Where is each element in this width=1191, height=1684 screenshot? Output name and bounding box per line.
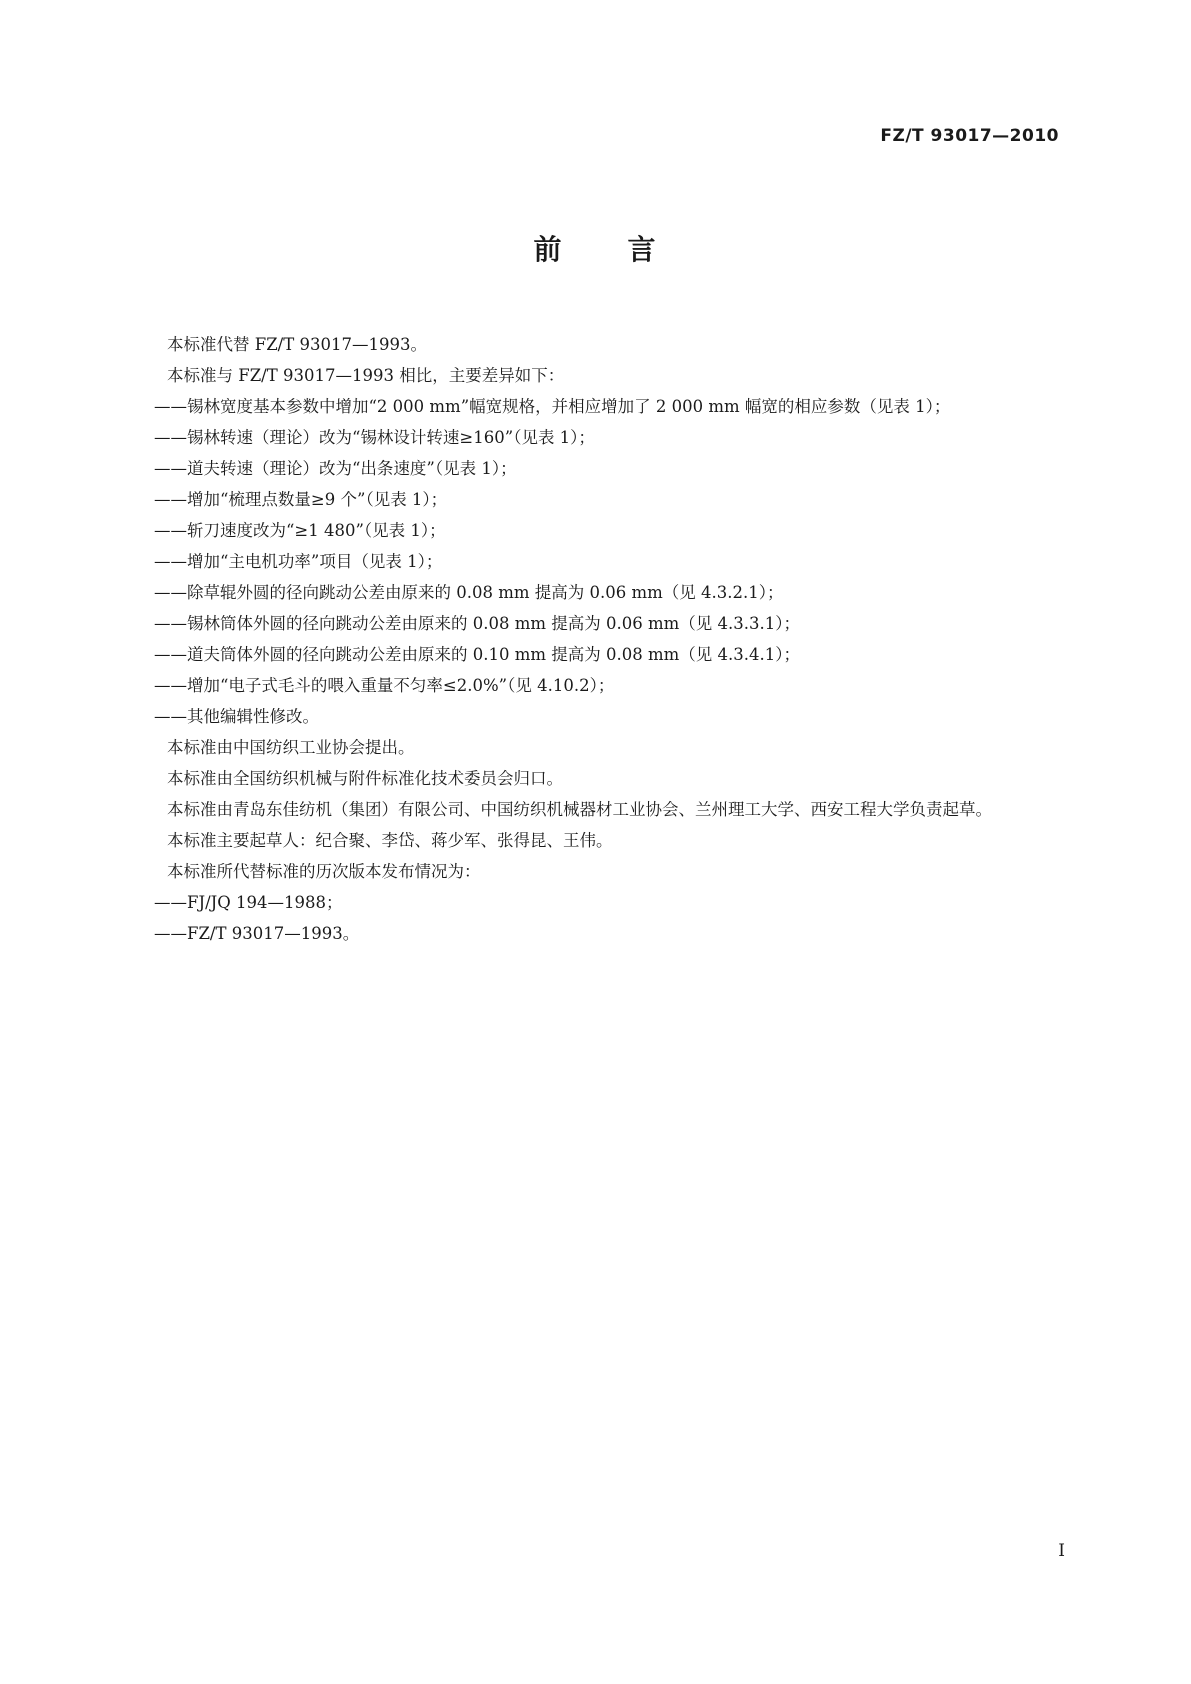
change-item: ——除草辊外圆的径向跳动公差由原来的 0.08 mm 提高为 0.06 mm（见 4.3.2.1）； (154, 583, 784, 602)
change-item: ——道夫筒体外圆的径向跳动公差由原来的 0.10 mm 提高为 0.08 mm（见 4.3.4.1）； (154, 645, 801, 664)
paragraph-version-history: 本标准所代替标准的历次版本发布情况为： (167, 862, 481, 881)
change-item: ——斩刀速度改为“≥1 480”（见表 1）； (154, 521, 446, 540)
paragraph-proposed-by: 本标准由中国纺织工业协会提出。 (167, 738, 415, 757)
foreword-body (134, 329, 1064, 949)
change-item: ——锡林宽度基本参数中增加“2 000 mm”幅宽规格，并相应增加了 2 000 mm 幅宽的相应参数（见表 1）； (154, 397, 951, 416)
standard-code: FZ/T 93017—2010 (880, 126, 1059, 146)
paragraph-drafting-units: 本标准由青岛东佳纺机（集团）有限公司、中国纺织机械器材工业协会、兰州理工大学、西安工程大学负责起草。 (167, 800, 992, 819)
history-item: ——FZ/T 93017—1993。 (154, 924, 360, 943)
page-title-first-char: 前 (533, 233, 564, 266)
page-number: I (1058, 1541, 1065, 1561)
change-item: ——增加“电子式毛斗的喂入重量不匀率≤2.0%”（见 4.10.2）； (154, 676, 615, 695)
paragraph-comparison: 本标准与 FZ/T 93017—1993 相比，主要差异如下： (167, 366, 565, 385)
paragraph-drafters: 本标准主要起草人：纪合聚、李岱、蒋少军、张得昆、王伟。 (167, 831, 613, 850)
page-title-second-char: 言 (627, 233, 658, 266)
page-title (0, 228, 1191, 268)
change-item: ——锡林转速（理论）改为“锡林设计转速≥160”（见表 1）； (154, 428, 595, 447)
paragraph-replaces: 本标准代替 FZ/T 93017—1993。 (167, 335, 427, 354)
history-item: ——FJ/JQ 194—1988； (154, 893, 343, 912)
change-item: ——道夫转速（理论）改为“出条速度”（见表 1）； (154, 459, 517, 478)
paragraph-centralized-by: 本标准由全国纺织机械与附件标准化技术委员会归口。 (167, 769, 563, 788)
change-item: ——增加“主电机功率”项目（见表 1）； (154, 552, 443, 571)
change-item: ——增加“梳理点数量≥9 个”（见表 1）； (154, 490, 448, 509)
change-item: ——锡林筒体外圆的径向跳动公差由原来的 0.08 mm 提高为 0.06 mm（见 4.3.3.1）； (154, 614, 801, 633)
change-item: ——其他编辑性修改。 (154, 707, 319, 726)
